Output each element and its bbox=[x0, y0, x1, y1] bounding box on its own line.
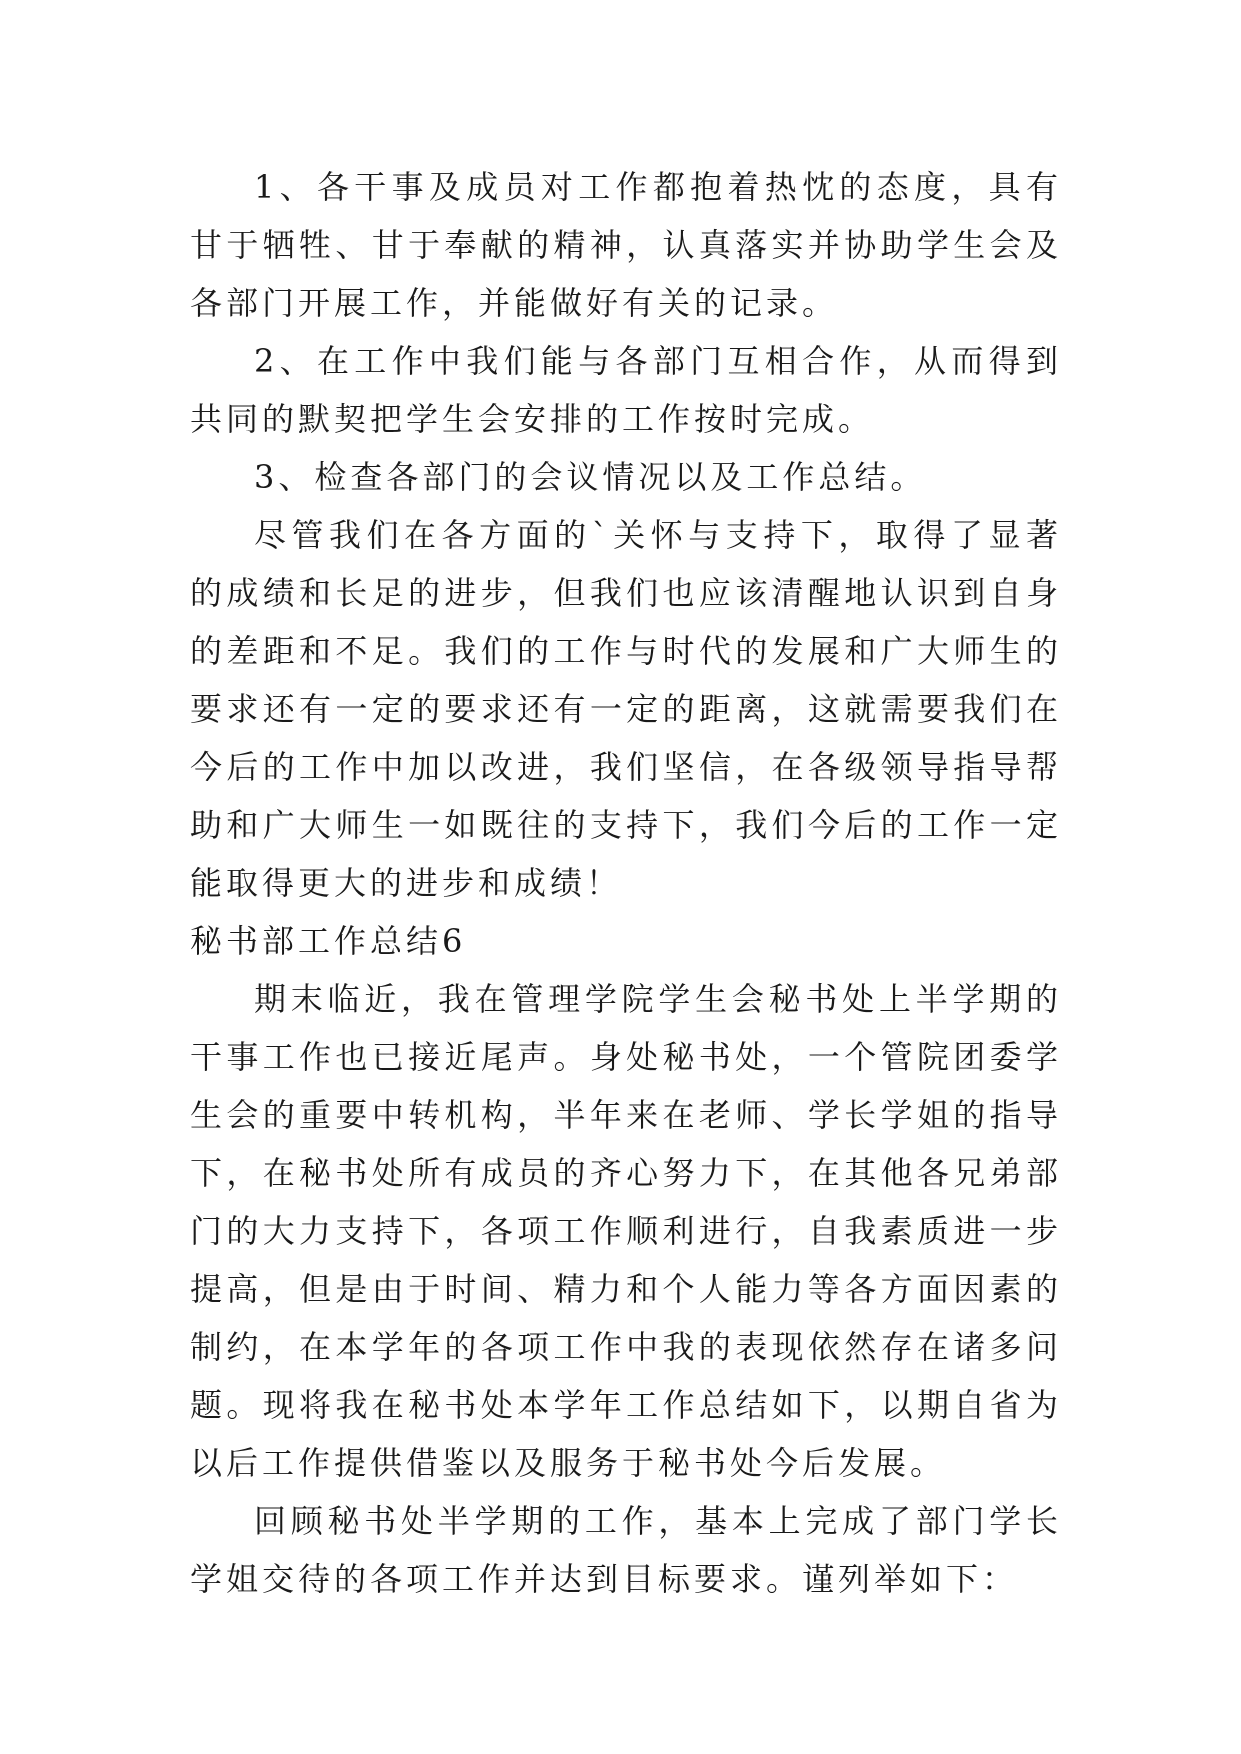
paragraph-intro: 期末临近，我在管理学院学生会秘书处上半学期的干事工作也已接近尾声。身处秘书处，一个管院团委学生会的重要中转机构，半年来在老师、学长学姐的指导下，在秘书处所有成员的齐心努力下，在其他各兄弟部门的大力支持下，各项工作顺利进行，自我素质进一步提高，但是由于时间、精力和个人能力等各方面因素的制约，在本学年的各项工作中我的表现依然存在诸多问题。现将我在秘书处本学年工作总结如下，以期自省为以后工作提供借鉴以及服务于秘书处今后发展。 bbox=[190, 980, 1062, 1482]
document-body bbox=[190, 158, 1062, 1608]
paragraph-item-2: 2、在工作中我们能与各部门互相合作，从而得到共同的默契把学生会安排的工作按时完成。 bbox=[190, 342, 1062, 438]
paragraph-item-3: 3、检查各部门的会议情况以及工作总结。 bbox=[254, 458, 927, 496]
paragraph-conclusion: 尽管我们在各方面的`关怀与支持下，取得了显著的成绩和长足的进步，但我们也应该清醒地认识到自身的差距和不足。我们的工作与时代的发展和广大师生的要求还有一定的要求还有一定的距离，这就需要我们在今后的工作中加以改进，我们坚信，在各级领导指导帮助和广大师生一如既往的支持下，我们今后的工作一定能取得更大的进步和成绩！ bbox=[190, 516, 1062, 902]
paragraph-review: 回顾秘书处半学期的工作，基本上完成了部门学长学姐交待的各项工作并达到目标要求。谨列举如下： bbox=[190, 1502, 1062, 1598]
section-title: 秘书部工作总结6 bbox=[190, 922, 467, 960]
paragraph-item-1: 1、各干事及成员对工作都抱着热忱的态度，具有甘于牺牲、甘于奉献的精神，认真落实并协助学生会及各部门开展工作，并能做好有关的记录。 bbox=[190, 168, 1062, 322]
